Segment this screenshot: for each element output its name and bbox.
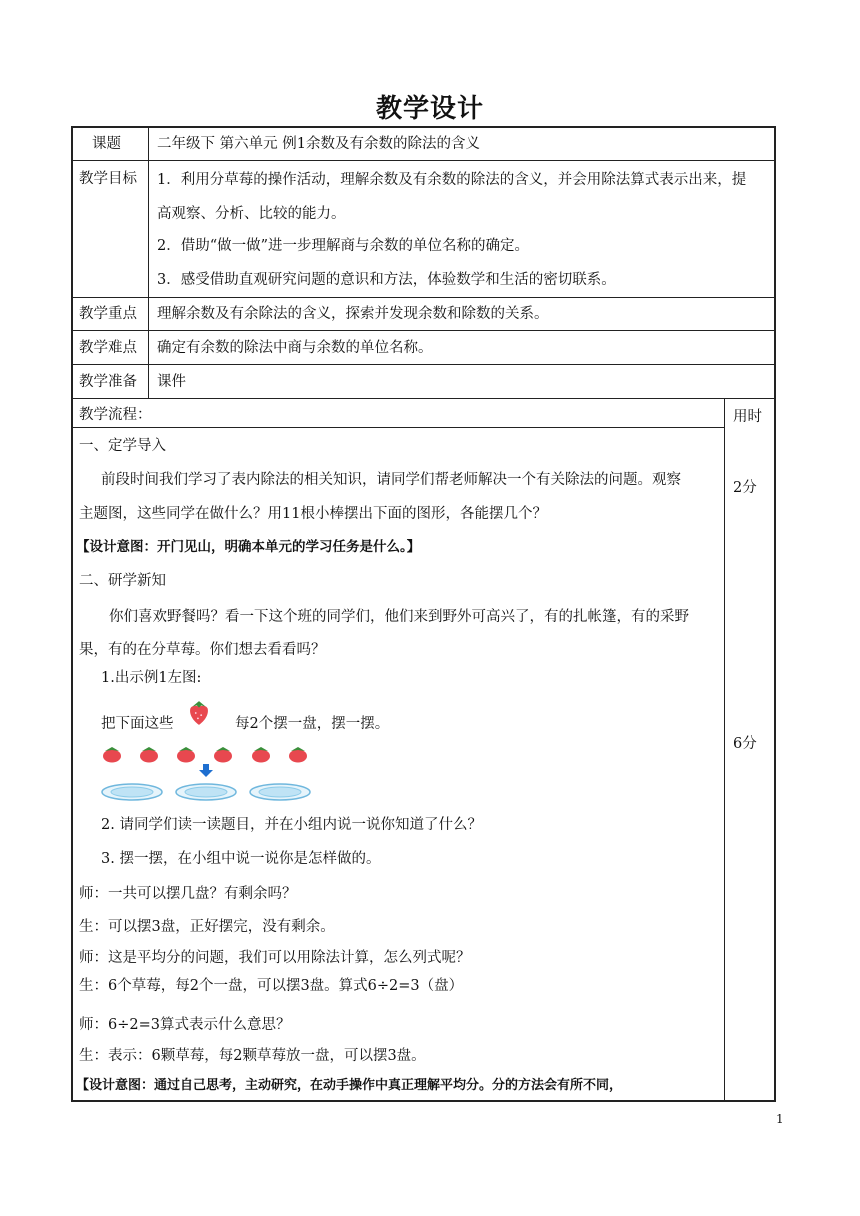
paragraph: 前段时间我们学习了表内除法的相关知识，请同学们帮老师解决一个有关除法的问题。观察: [101, 472, 681, 488]
paragraph: 果，有的在分草莓。你们想去看看吗？: [79, 642, 326, 658]
paragraph: 主题图，这些同学在做什么？用11根小棒摆出下面的图形，各能摆几个？: [79, 506, 547, 522]
time-value-2: 6分: [733, 736, 757, 752]
topic-label: 课题: [92, 136, 121, 152]
plate-icon: [249, 782, 311, 802]
key-points-label: 教学重点: [79, 306, 137, 322]
page-number: 1: [776, 1112, 784, 1126]
dialogue-line: 师：一共可以摆几盘？有剩余吗？: [79, 886, 297, 902]
instruction-start: 把下面这些: [101, 716, 174, 732]
table-border-left: [71, 126, 73, 1101]
strawberry-icon: [139, 745, 159, 763]
goals-item: 3．感受借助直观研究问题的意识和方法，体验数学和生活的密切联系。: [157, 272, 616, 288]
key-points-value: 理解余数及有余除法的含义，探索并发现余数和除数的关系。: [157, 306, 549, 322]
arrow-down-icon: [198, 764, 214, 778]
strawberry-icon: [251, 745, 271, 763]
plate-icon: [101, 782, 163, 802]
dialogue-line: 生：可以摆3盘，正好摆完，没有剩余。: [79, 919, 335, 935]
section-heading: 一、定学导入: [79, 438, 166, 454]
plate-icon: [175, 782, 237, 802]
dialogue-line: 师：这是平均分的问题，我们可以用除法计算，怎么列式呢？: [79, 950, 471, 966]
design-intent: 【设计意图：通过自己思考，主动研究，在动手操作中真正理解平均分。分的方法会有所不同，: [76, 1078, 623, 1093]
row-divider: [71, 398, 776, 399]
table-border-top: [71, 126, 776, 128]
strawberry-icon: [176, 745, 196, 763]
time-column-divider: [724, 398, 725, 1100]
difficulties-label: 教学难点: [79, 340, 137, 356]
strawberry-icon: [102, 745, 122, 763]
row-divider: [71, 364, 776, 365]
dialogue-line: 师：6÷2=3算式表示什么意思？: [79, 1017, 291, 1033]
topic-value: 二年级下 第六单元 例1余数及有余数的除法的含义: [157, 136, 480, 152]
row-divider: [71, 330, 776, 331]
dialogue-line: 生：表示：6颗草莓，每2颗草莓放一盘，可以摆3盘。: [79, 1048, 426, 1064]
row-divider: [71, 297, 776, 298]
table-border-bottom: [71, 1100, 776, 1102]
strawberry-icon: [213, 745, 233, 763]
strawberry-icon: [288, 745, 308, 763]
preparation-value: 课件: [157, 374, 186, 390]
flow-header-divider: [71, 427, 724, 428]
label-column-divider: [148, 126, 149, 398]
paragraph: 你们喜欢野餐吗？看一下这个班的同学们，他们来到野外可高兴了，有的扎帐篷，有的采野: [109, 609, 689, 625]
difficulties-value: 确定有余数的除法中商与余数的单位名称。: [157, 340, 433, 356]
goals-item: 2．借助“做一做”进一步理解商与余数的单位名称的确定。: [157, 238, 530, 254]
goals-label: 教学目标: [79, 171, 137, 187]
time-value-1: 2分: [733, 480, 757, 496]
preparation-label: 教学准备: [79, 374, 137, 390]
time-header: 用时: [733, 409, 762, 425]
step: 1.出示例1左图:: [101, 670, 202, 686]
table-border-right: [774, 126, 776, 1101]
page-title: 教学设计: [375, 94, 484, 124]
instruction-end: 每2个摆一盘，摆一摆。: [235, 716, 390, 732]
strawberry-icon: [188, 700, 210, 726]
section-heading: 二、研学新知: [79, 573, 166, 589]
step: 3. 摆一摆，在小组中说一说你是怎样做的。: [101, 851, 381, 867]
design-intent: 【设计意图：开门见山，明确本单元的学习任务是什么。】: [76, 539, 421, 555]
goals-item: 1．利用分草莓的操作活动，理解余数及有余数的除法的含义，并会用除法算式表示出来，提: [157, 172, 747, 188]
flow-header: 教学流程：: [79, 407, 152, 423]
dialogue-line: 生：6个草莓，每2个一盘，可以摆3盘。算式6÷2=3（盘）: [79, 978, 464, 994]
row-divider: [71, 160, 776, 161]
step: 2. 请同学们读一读题目，并在小组内说一说你知道了什么？: [101, 817, 482, 833]
goals-item: 高观察、分析、比较的能力。: [157, 206, 346, 222]
